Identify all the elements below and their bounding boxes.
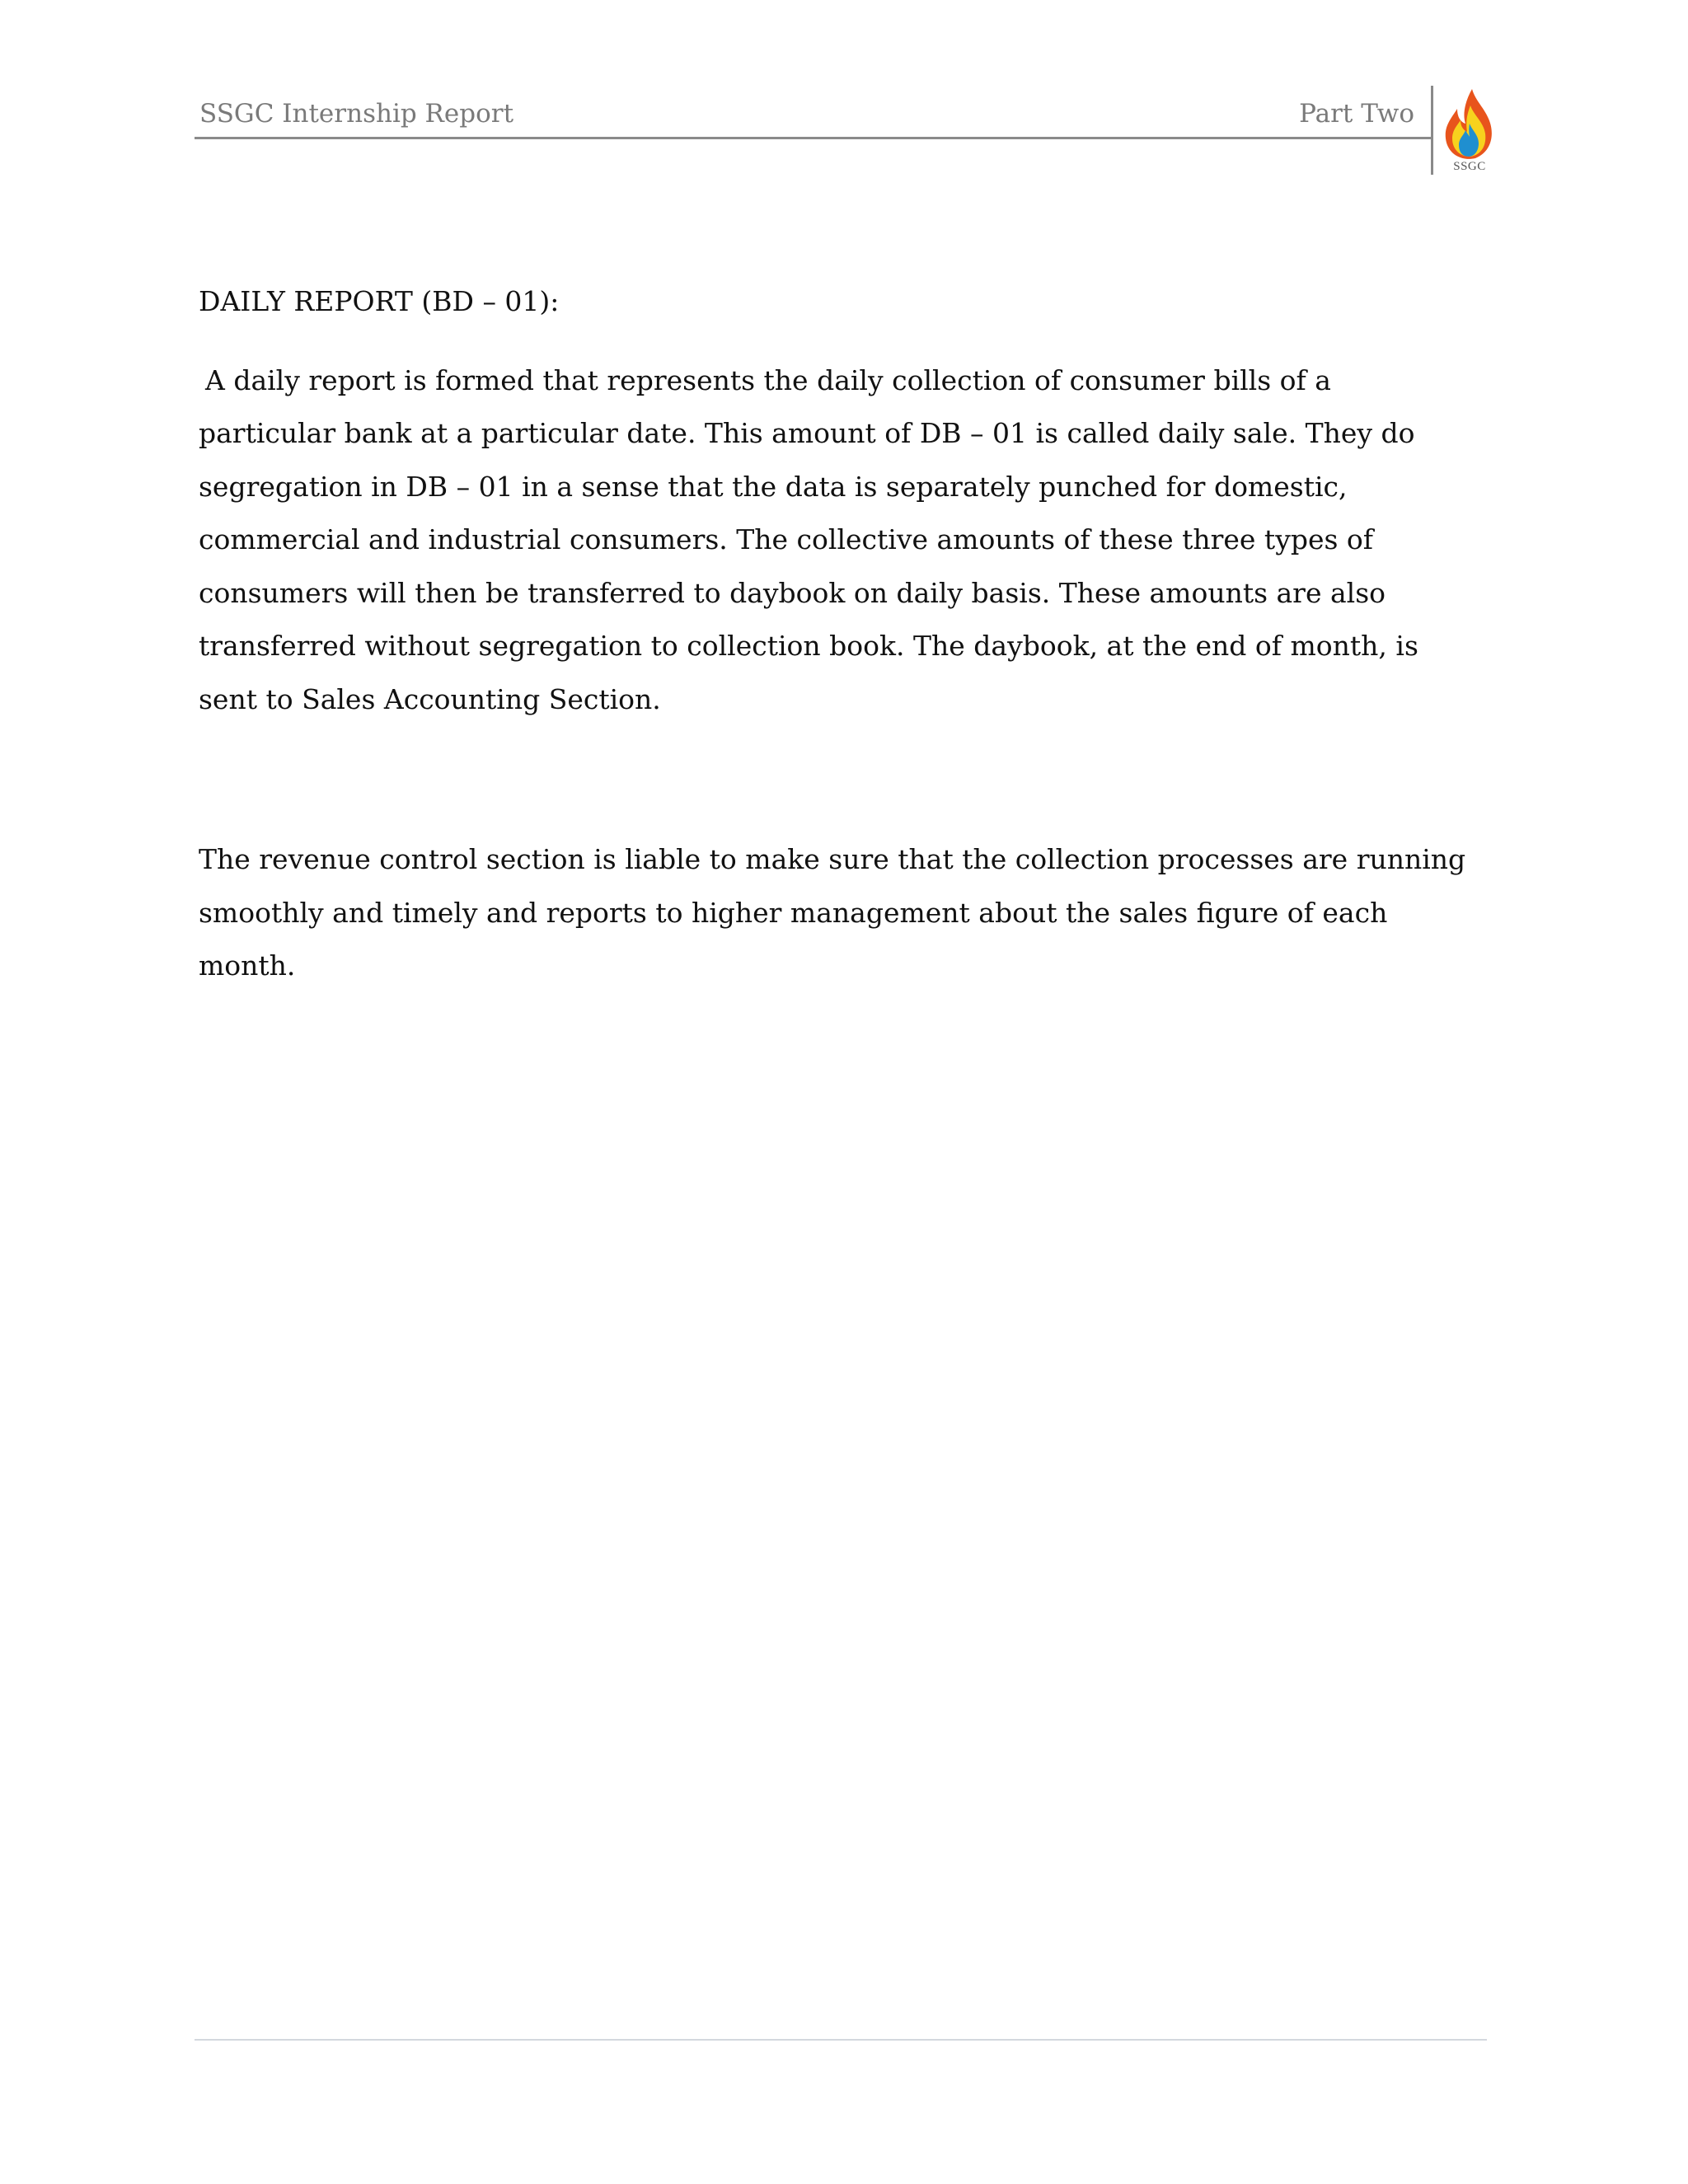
paragraph-daily-report: A daily report is formed that represents the daily collection of consumer bills of a particular bank at a particular date. This amount of DB – 01 is called daily sale. They do segregation in DB – 01 in a sense that the data is separately punched for domestic, commercial and industrial consumers. The collective amounts of these three types of consumers will then be transferred to daybook on daily basis. These amounts are also transferred without segregation to collection book. The daybook, at the end of month, is sent to Sales Accounting Section.	[199, 363, 1418, 715]
header-document-title: SSGC Internship Report	[199, 99, 514, 129]
logo-wordmark: SSGC	[1453, 160, 1486, 173]
paragraph-revenue-control: The revenue control section is liable to make sure that the collection processes are running smoothly and timely and reports to higher management about the sales figure of each month.	[199, 843, 1466, 982]
footer-rule	[195, 2039, 1487, 2041]
section-heading: DAILY REPORT (BD – 01):	[199, 285, 560, 317]
page-header	[195, 86, 1431, 140]
header-rule	[195, 137, 1431, 139]
flame-icon	[1442, 87, 1497, 160]
ssgc-logo	[1442, 87, 1497, 178]
header-part-label: Part Two	[1299, 99, 1414, 129]
page-content	[199, 275, 1468, 993]
header-divider	[1431, 86, 1433, 175]
